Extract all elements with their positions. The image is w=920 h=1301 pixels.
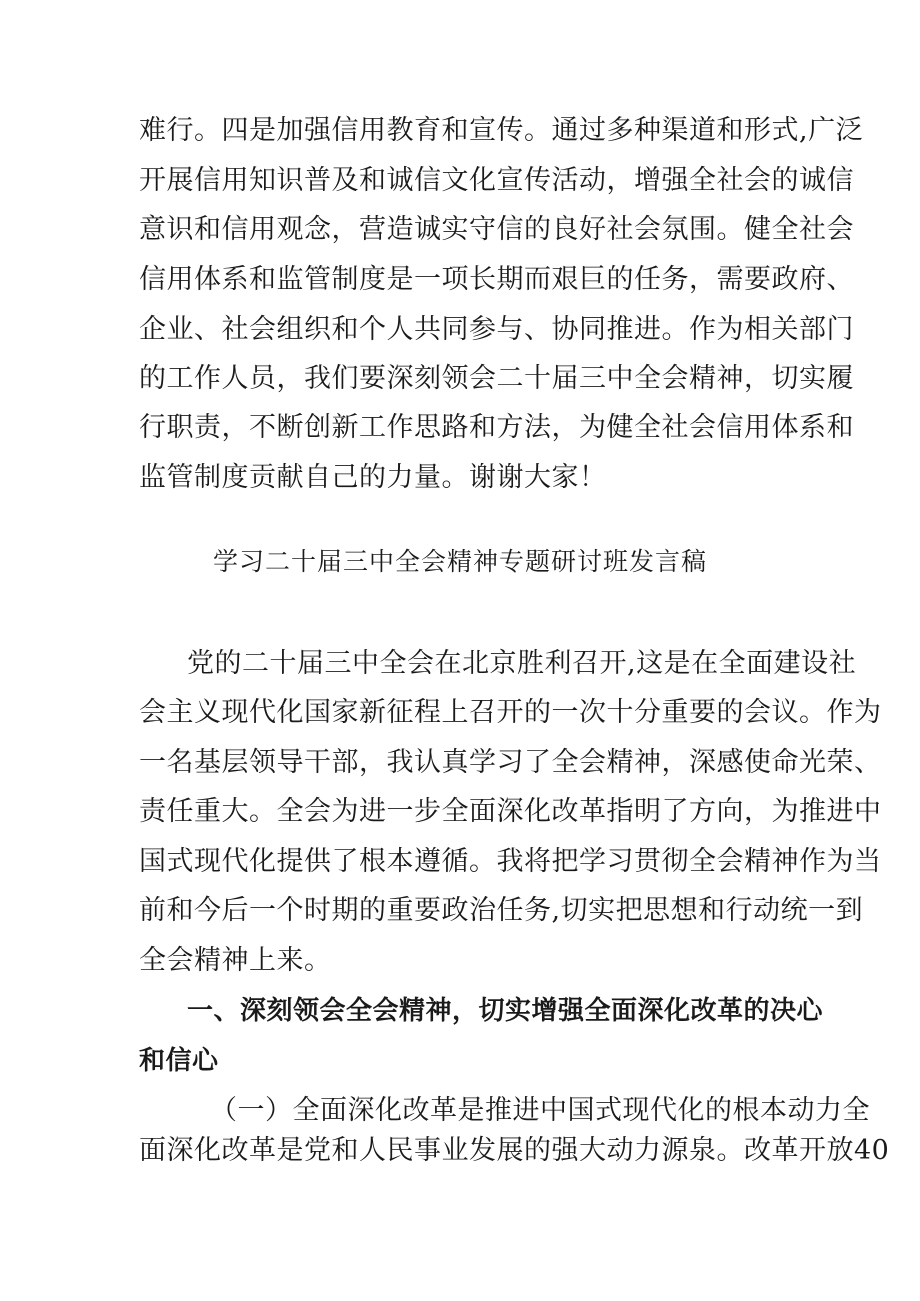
text-line: 开展信用知识普及和诚信文化宣传活动，增强全社会的诚信 xyxy=(139,165,854,196)
text-line: 国式现代化提供了根本遵循。我将把学习贯彻全会精神作为当 xyxy=(139,846,882,877)
text-line: 责任重大。全会为进一步全面深化改革指明了方向，为推进中 xyxy=(139,796,882,827)
text-line: 企业、社会组织和个人共同参与、协同推进。作为相关部门 xyxy=(139,314,854,345)
document-title: 学习二十届三中全会精神专题研讨班发言稿 xyxy=(212,547,707,576)
text-line: 一名基层领导干部，我认真学习了全会精神，深感使命光荣、 xyxy=(139,747,882,778)
text-line: 难行。四是加强信用教育和宣传。通过多种渠道和形式,广泛 xyxy=(139,115,864,146)
text-line: 意识和信用观念，营造诚实守信的良好社会氛围。健全社会 xyxy=(139,214,854,245)
text-line: 监管制度贡献自己的力量。谢谢大家！ xyxy=(139,462,607,493)
text-line: 会主义现代化国家新征程上召开的一次十分重要的会议。作为 xyxy=(139,697,882,728)
section-heading: 和信心 xyxy=(139,1046,219,1076)
text-line: 前和今后一个时期的重要政治任务,切实把思想和行动统一到 xyxy=(139,895,864,926)
text-line: 行职责，不断创新工作思路和方法，为健全社会信用体系和 xyxy=(139,412,854,443)
text-line: 信用体系和监管制度是一项长期而艰巨的任务，需要政府、 xyxy=(139,264,854,295)
text-line: 全会精神上来。 xyxy=(139,945,332,976)
section-heading: 一、深刻领会全会精神，切实增强全面深化改革的决心 xyxy=(187,996,824,1026)
text-line: 的工作人员，我们要深刻领会二十届三中全会精神，切实履 xyxy=(139,363,854,394)
text-line: 党的二十届三中全会在北京胜利召开,这是在全面建设社 xyxy=(187,648,857,679)
text-line: 面深化改革是党和人民事业发展的强大动力源泉。改革开放40 xyxy=(139,1135,890,1166)
text-line: （一）全面深化改革是推进中国式现代化的根本动力全 xyxy=(210,1095,870,1126)
